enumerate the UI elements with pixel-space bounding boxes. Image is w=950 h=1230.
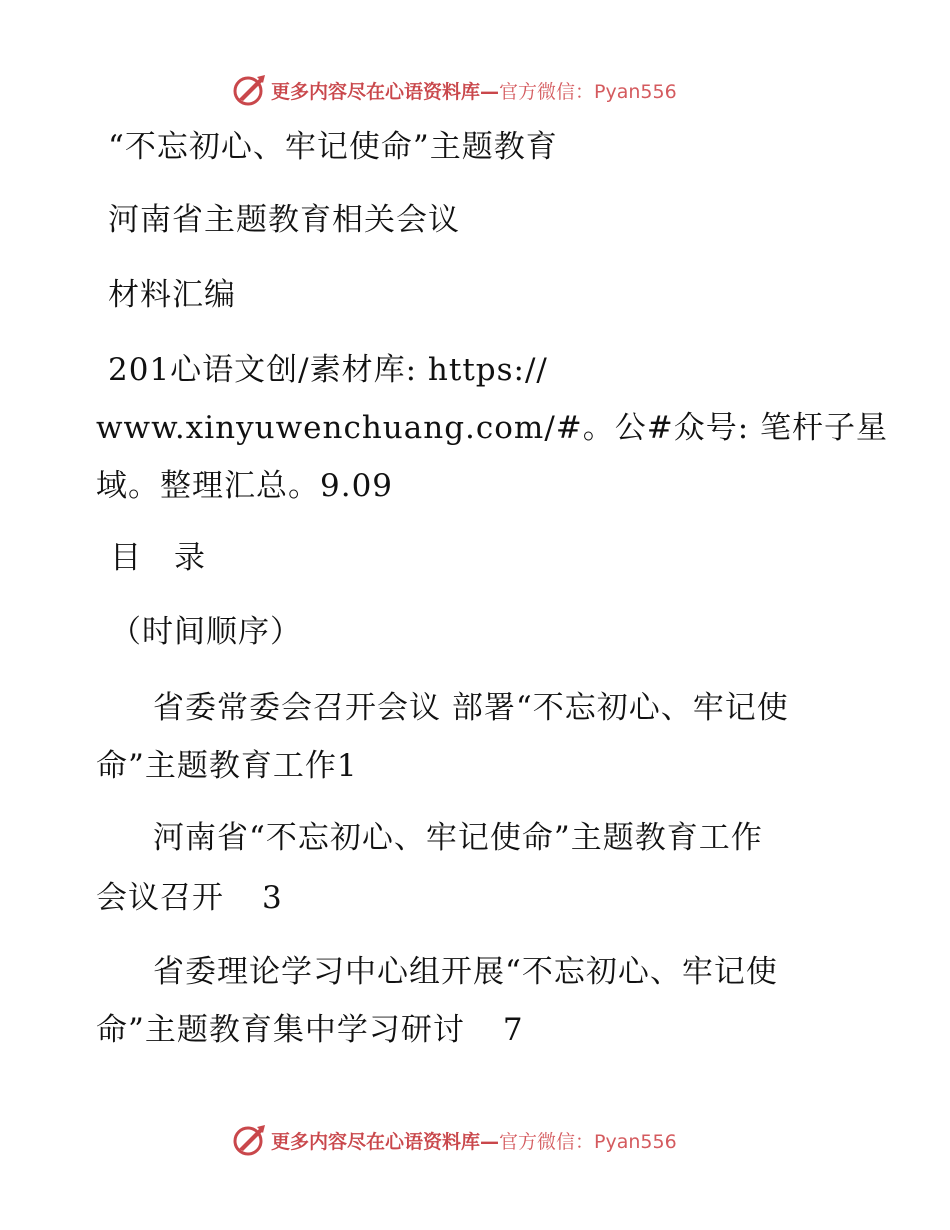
toc-entry-title-line2 bbox=[96, 1010, 524, 1050]
toc-subheading: （时间顺序） bbox=[110, 614, 302, 650]
toc-entry-title-line1: 省委常委会召开会议 部署“不忘初心、牢记使 bbox=[153, 690, 789, 726]
toc-entry-title: 命”主题教育集中学习研讨 bbox=[96, 1012, 465, 1048]
toc-entry-page: 3 bbox=[262, 880, 283, 916]
watermark-text: 更多内容尽在心语资料库— bbox=[271, 80, 500, 103]
source-line-1: 201心语文创/素材库: https:// bbox=[108, 352, 548, 388]
title-line-3: 材料汇编 bbox=[108, 277, 236, 313]
title-line-2: 河南省主题教育相关会议 bbox=[108, 202, 460, 238]
watermark-wechat: 官方微信：Pyan556 bbox=[499, 80, 677, 103]
toc-entry-title-line2 bbox=[96, 746, 358, 786]
toc-entry-page: 1 bbox=[336, 748, 358, 784]
watermark-text: 更多内容尽在心语资料库— bbox=[271, 1130, 500, 1153]
quill-pen-logo-icon bbox=[233, 1123, 267, 1157]
toc-entry-title-line1: 河南省“不忘初心、牢记使命”主题教育工作 bbox=[153, 820, 763, 856]
watermark-banner-top bbox=[233, 72, 677, 108]
toc-entry-title: 命”主题教育工作 bbox=[96, 748, 337, 784]
quill-pen-logo-icon bbox=[233, 73, 267, 107]
title-line-1: “不忘初心、牢记使命”主题教育 bbox=[108, 129, 558, 165]
toc-entry-title: 会议召开 bbox=[96, 880, 224, 916]
source-line-2: www.xinyuwenchuang.com/#。公#众号: 笔杆子星 bbox=[96, 410, 889, 446]
toc-heading: 目 录 bbox=[110, 540, 206, 576]
toc-entry-title-line2 bbox=[96, 878, 283, 918]
watermark-wechat: 官方微信：Pyan556 bbox=[499, 1130, 677, 1153]
toc-entry-page: 7 bbox=[502, 1012, 524, 1048]
toc-entry-title-line1: 省委理论学习中心组开展“不忘初心、牢记使 bbox=[153, 954, 778, 990]
watermark-banner-bottom bbox=[233, 1122, 677, 1158]
source-line-3: 域。整理汇总。9.09 bbox=[96, 468, 394, 504]
